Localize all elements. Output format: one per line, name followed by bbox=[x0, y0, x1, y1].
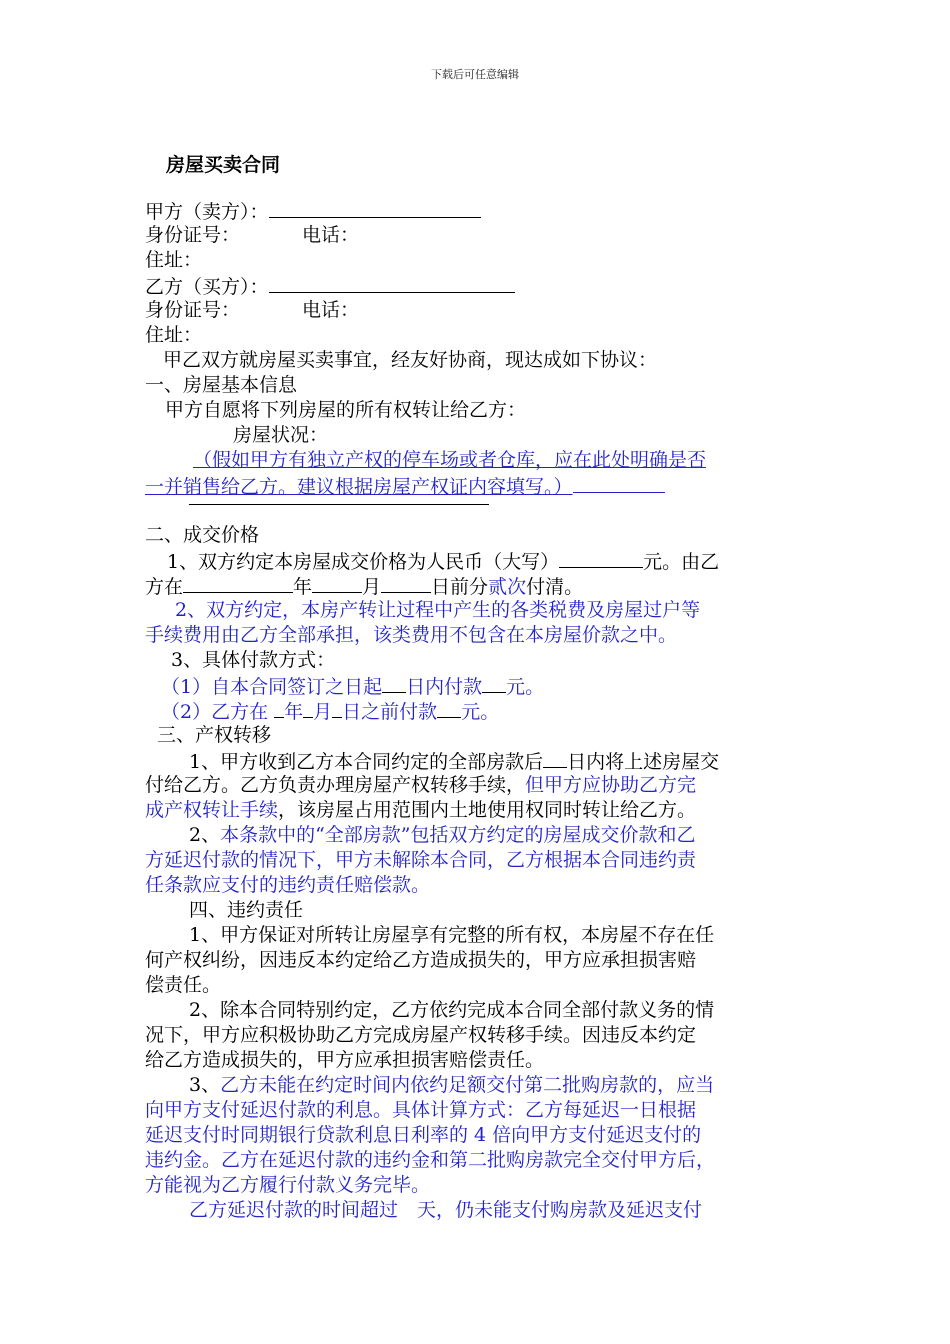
s2-p3: 3、具体付款方式： bbox=[171, 649, 336, 671]
s3-p1-line1: 1、甲方收到乙方本合同约定的全部房款后 日内将上述房屋交 bbox=[145, 748, 815, 773]
intro-paragraph: 甲乙双方就房屋买卖事宜，经友好协商，现达成如下协议： bbox=[163, 349, 658, 371]
s4-p3-line3: 延迟支付时同期银行贷款利息日利率的 4 倍向甲方支付延迟支付的 bbox=[145, 1124, 702, 1146]
party-a-label: 甲方（卖方）： bbox=[145, 201, 269, 223]
price-blank bbox=[559, 548, 643, 568]
s4-p3-line1: 3、乙方未能在约定时间内依约足额交付第二批购房款的，应当 bbox=[189, 1074, 715, 1096]
page-header: 下载后可任意编辑 bbox=[431, 68, 519, 81]
s3-p2-line2: 方延迟付款的情况下，甲方未解除本合同，乙方根据本合同违约责 bbox=[145, 849, 697, 871]
s2-p2-line1: 2、双方约定，本房产转让过程中产生的各类税费及房屋过户等 bbox=[175, 599, 701, 621]
party-b-id-label: 身份证号： bbox=[145, 299, 241, 321]
party-a-line bbox=[145, 198, 815, 223]
contract-body bbox=[145, 198, 815, 1223]
s4-p1-line2: 何产权纠纷，因违反本约定给乙方造成损失的，甲方应承担损害赔 bbox=[145, 949, 697, 971]
section-4-heading: 四、违约责任 bbox=[189, 899, 304, 921]
contract-title: 房屋买卖合同 bbox=[166, 154, 281, 176]
s2-p1-line1: 1、双方约定本房屋成交价格为人民币（大写） 元。由乙 bbox=[145, 548, 815, 573]
s4-p2-line2: 况下，甲方应积极协助乙方完成房屋产权转移手续。因违反本约定 bbox=[145, 1024, 697, 1046]
s1-line1: 甲方自愿将下列房屋的所有权转让给乙方： bbox=[165, 399, 527, 421]
party-a-address-label: 住址： bbox=[145, 249, 203, 271]
s4-p1-line1: 1、甲方保证对所转让房屋享有完整的所有权，本房屋不存在任 bbox=[189, 924, 715, 946]
party-b-address-label: 住址： bbox=[145, 324, 203, 346]
s1-line2: 房屋状况： bbox=[233, 424, 329, 446]
s2-p3-2: （2）乙方在 年 月 日之前付款 元。 bbox=[145, 698, 815, 723]
s4-p4-line1: 乙方延迟付款的时间超过 天，仍未能支付购房款及延迟支付 bbox=[189, 1199, 703, 1221]
party-a-blank bbox=[269, 198, 481, 218]
party-a-id-line bbox=[145, 223, 815, 248]
s1-blank-line-wrap bbox=[145, 498, 815, 523]
s4-p3-line2: 向甲方支付延迟付款的利息。具体计算方式：乙方每延迟一日根据 bbox=[145, 1099, 697, 1121]
s2-p1-line2: 方在 年 月 日前分贰次付清。 bbox=[145, 573, 815, 598]
party-a-id-label: 身份证号： bbox=[145, 224, 241, 246]
s4-p2-line3: 给乙方造成损失的，甲方应承担损害赔偿责任。 bbox=[145, 1049, 545, 1071]
party-b-blank bbox=[269, 273, 515, 293]
s2-p2-line2: 手续费用由乙方全部承担，该类费用不包含在本房屋价款之中。 bbox=[145, 624, 678, 646]
party-b-phone-label: 电话： bbox=[302, 299, 360, 321]
s1-note-line2: 一并销售给乙方。建议根据房屋产权证内容填写。） bbox=[145, 473, 815, 498]
s3-p2-line1: 2、本条款中的“全部房款”包括双方约定的房屋成交价款和乙 bbox=[189, 824, 696, 846]
party-a-phone-label: 电话： bbox=[302, 224, 360, 246]
s3-p1-line3: 成产权转让手续，该房屋占用范围内土地使用权同时转让给乙方。 bbox=[145, 799, 697, 821]
s4-p1-line3: 偿责任。 bbox=[145, 974, 222, 996]
section-2-heading: 二、成交价格 bbox=[145, 524, 260, 546]
s4-p2-line1: 2、除本合同特别约定，乙方依约完成本合同全部付款义务的情 bbox=[189, 999, 715, 1021]
party-b-line bbox=[145, 273, 815, 298]
s1-blank-line bbox=[189, 498, 489, 505]
section-1-heading: 一、房屋基本信息 bbox=[145, 374, 298, 396]
party-b-id-line bbox=[145, 298, 815, 323]
s3-p2-line3: 任条款应支付的违约责任赔偿款。 bbox=[145, 874, 431, 896]
s3-p1-line2: 付给乙方。乙方负责办理房屋产权转移手续，但甲方应协助乙方完 bbox=[145, 774, 697, 796]
s4-p3-line5: 方能视为乙方履行付款义务完毕。 bbox=[145, 1174, 431, 1196]
s2-p3-1: （1）自本合同签订之日起 日内付款 元。 bbox=[145, 673, 815, 698]
section-3-heading: 三、产权转移 bbox=[157, 724, 272, 746]
s1-note-line1: （假如甲方有独立产权的停车场或者仓库，应在此处明确是否 bbox=[193, 449, 707, 471]
s4-p3-line4: 违约金。乙方在延迟付款的违约金和第二批购房款完全交付甲方后， bbox=[145, 1149, 716, 1171]
party-b-label: 乙方（买方）： bbox=[145, 276, 269, 298]
